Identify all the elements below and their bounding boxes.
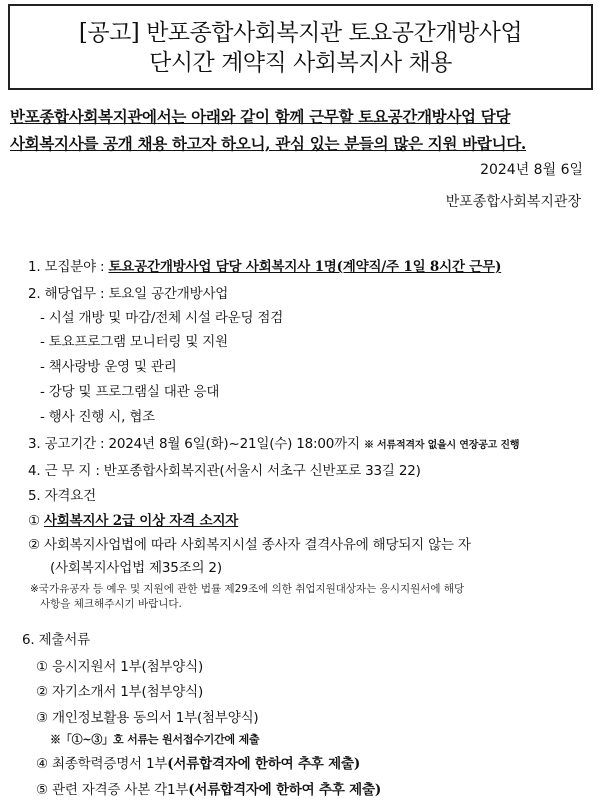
recruitment-label: 1. 모집분야 : [28, 259, 109, 275]
page-title: [공고] 반포종합사회복지관 토요공간개방사업 [78, 20, 523, 46]
extension-note: ※ 서류적격자 없을시 연장공고 진행 [363, 440, 520, 451]
intro-line-2: 사회복지사를 공개 채용 하고자 하오니, 관심 있는 분들의 많은 지원 바랍니다. [10, 134, 527, 153]
qualification-number: ① [28, 513, 44, 529]
document-item: ② 자기소개서 1부(첨부양식) [36, 684, 204, 700]
veteran-note [30, 582, 464, 612]
document-item [36, 778, 381, 798]
qualification-item-cont: (사회복지사업법 제35조의 2) [50, 560, 222, 576]
qualification-item [28, 509, 238, 529]
duty-item: - 강당 및 프로그램실 대관 응대 [40, 384, 220, 400]
veteran-note-line-1: ※국가유공자 등 예우 및 지원에 관한 법률 제29조에 의한 취업지원대상자는 응시지원서에 해당 [30, 583, 465, 595]
document-item-5-note: (서류합격자에 한하여 추후 제출) [188, 782, 382, 798]
document-item: ① 응시지원서 1부(첨부양식) [36, 659, 204, 675]
document-item-4-name: ④ 최종학력증명서 1부 [36, 756, 168, 772]
duty-item: - 책사랑방 운영 및 관리 [40, 359, 177, 375]
organization-name: 반포종합사회복지관장 [445, 194, 581, 210]
document-item-4-note: (서류합격자에 한하여 추후 제출) [167, 756, 361, 772]
title-box [8, 4, 593, 90]
intro-line-1: 반포종합사회복지관에서는 아래와 같이 함께 근무할 토요공간개방사업 담당 [10, 107, 511, 126]
documents-note: ※「①~③」호 서류는 원서접수기간에 제출 [50, 733, 260, 746]
duty-item: - 토요프로그램 모니터링 및 지원 [40, 334, 228, 350]
section-workplace: 4. 근 무 지 : 반포종합사회복지관(서울시 서초구 신반포로 33길 22) [28, 463, 421, 479]
qualification-text: 사회복지사 2급 이상 자격 소지자 [44, 513, 239, 529]
intro-paragraph [10, 103, 600, 157]
duty-item: - 시설 개방 및 마감/전체 시설 라운딩 점검 [40, 310, 284, 326]
document-item [36, 752, 360, 772]
section-qualifications: 5. 자격요건 [28, 488, 96, 504]
period-text: 3. 공고기간 : 2024년 8월 6일(화)~21일(수) 18:00까지 [28, 436, 364, 452]
document-item-5-name: ⑤ 관련 자격증 사본 각1부 [36, 782, 189, 798]
notice-date: 2024년 8월 6일 [480, 162, 583, 178]
section-period [28, 432, 519, 452]
section-documents: 6. 제출서류 [22, 632, 90, 648]
section-recruitment [28, 255, 501, 275]
qualification-item: ② 사회복지사업법에 따라 사회복지시설 종사자 결격사유에 해당되지 않는 자 [28, 537, 471, 553]
section-duties-label: 2. 해당업무 : 토요일 공간개방사업 [28, 286, 229, 302]
duty-item: - 행사 진행 시, 협조 [40, 409, 156, 425]
recruitment-value: 토요공간개방사업 담당 사회복지사 1명(계약직/주 1일 8시간 근무) [108, 259, 502, 275]
veteran-note-line-2: 사항을 체크해주시기 바랍니다. [40, 598, 182, 610]
document-item: ③ 개인정보활용 동의서 1부(첨부양식) [36, 710, 259, 726]
page-subtitle: 단시간 계약직 사회복지사 채용 [149, 50, 452, 76]
